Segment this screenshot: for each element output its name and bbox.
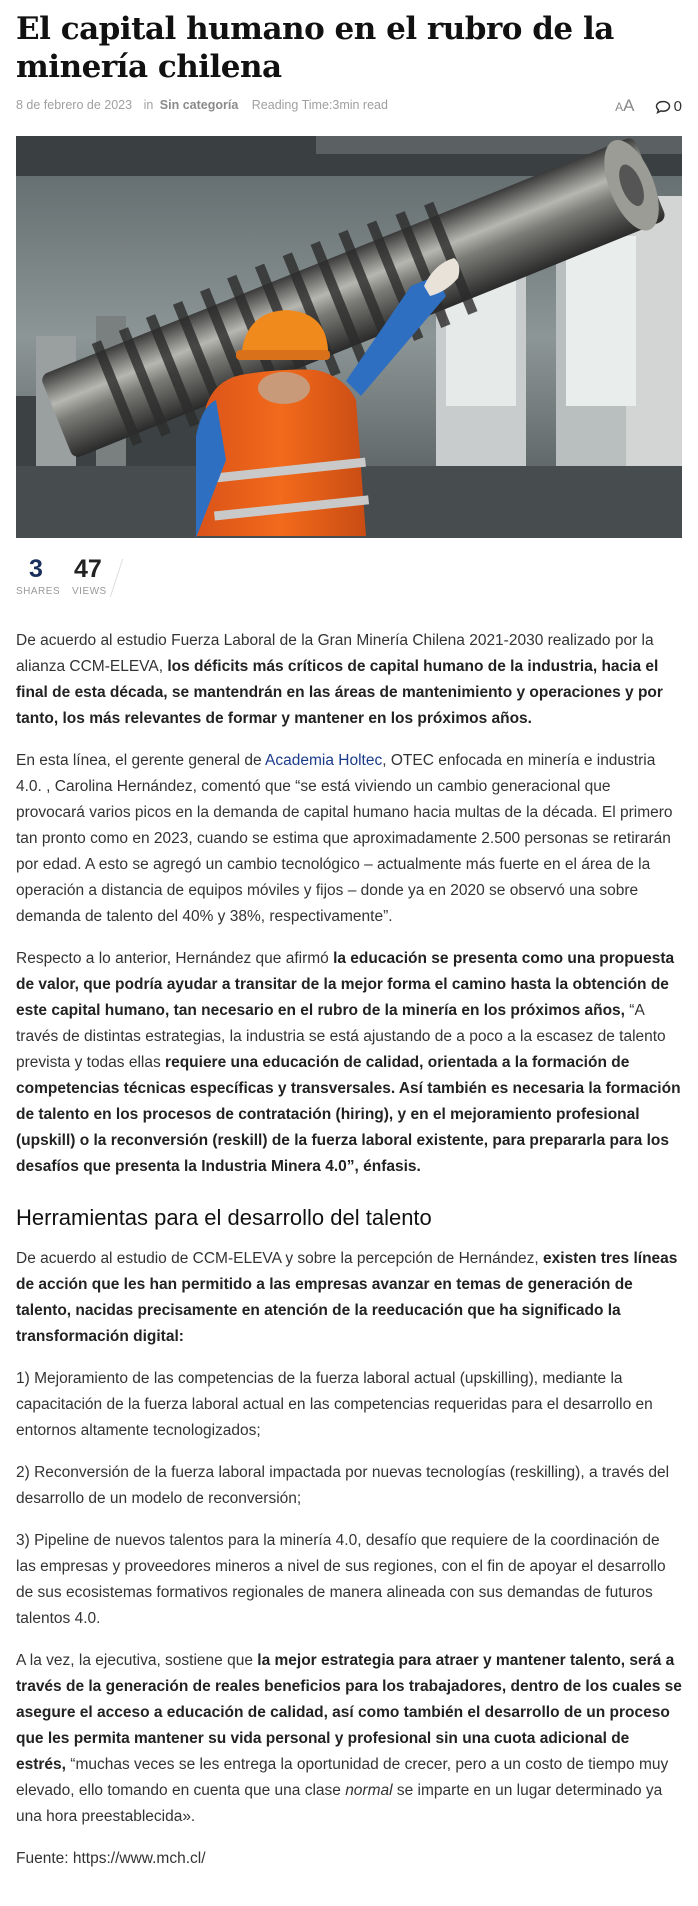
comment-icon: [655, 100, 671, 114]
italic-text: normal: [345, 1782, 393, 1799]
text: “A través de distintas estrategias, la industria se está ajustando de a poco a la escasez de talento prevista y todas ellas: [16, 1002, 666, 1071]
text: De acuerdo al estudio de CCM-ELEVA y sobre la percepción de Hernández,: [16, 1250, 544, 1267]
text: De acuerdo al estudio Fuerza Laboral de la Gran Minería Chilena 2021-2030 realizado por la alianza CCM-ELEVA,: [16, 632, 654, 675]
font-size-toggle[interactable]: [615, 96, 634, 116]
article-title: El capital humano en el rubro de la minería chilena: [16, 11, 614, 85]
category-prefix: in: [143, 98, 154, 112]
comments-link[interactable]: [655, 98, 682, 115]
list-item: 2) Reconversión de la fuerza laboral impactada por nuevas tecnologías (reskilling), a través del desarrollo de un modelo de reconversión;: [16, 1464, 670, 1507]
industrial-worker-image: [16, 136, 682, 538]
article-tools: [615, 96, 682, 116]
shares-count: 3: [29, 555, 43, 583]
source-line: Fuente: https://www.mch.cl/: [16, 1850, 206, 1867]
list-item: 3) Pipeline de nuevos talentos para la minería 4.0, desafío que requiere de la coordinación de las empresas y proveedores mineros a nivel de sus regiones, con el fin de apoyar el desarrollo de sus ecosistemas formativos regionales de manera alineada con sus demandas de futuros talentos 4.0.: [16, 1532, 666, 1627]
bold-text: los déficits más críticos de capital humano de la industria, hacia el final de esta década, se mantendrán en las áreas de mantenimiento y operaciones y por tanto, los más relevantes de formar y mantener en los próximos años.: [16, 658, 663, 727]
paragraph: [16, 628, 682, 732]
views-count: 47: [74, 555, 102, 583]
text: A la vez, la ejecutiva, sostiene que: [16, 1652, 258, 1669]
category-link[interactable]: Sin categoría: [159, 98, 239, 112]
views-label: VIEWS: [72, 586, 107, 597]
text: “muchas veces se les entrega la oportunidad de crecer, pero a un costo de tiempo muy elevado, ello tomando en cuenta que una clase: [16, 1756, 669, 1799]
bold-text: la educación se presenta como una propuesta de valor, que podría ayudar a transitar de la mejor forma el camino hasta la obtención de este capital humano, tan necesario en el rubro de la minería en los próximos años,: [16, 950, 675, 1019]
bold-text: . Así también es necesaria la formación de talento en los procesos de contratación (hiring), y en el mejoramiento profesional (upskill) o la reconversión (reskill) de la fuerza laboral existente, para prepararla para los desafíos que presenta la Industria Minera 4.0”, énfasis.: [16, 1080, 681, 1175]
featured-image: [16, 136, 682, 538]
comments-count: 0: [673, 98, 682, 115]
paragraph: [16, 1246, 682, 1350]
bold-text: la mejor estrategia para atraer y mantener talento, será a través de la generación de reales beneficios para los trabajadores, dentro de los cuales se asegure el acceso a educación de calidad, así como también el desarrollo de un proceso que les permita mantener su vida personal y profesional sin una cuota adicional de estrés,: [16, 1652, 682, 1773]
views-stat: [72, 556, 107, 597]
publish-date: 8 de febrero de 2023: [16, 98, 133, 112]
article-meta: [16, 98, 682, 122]
paragraph: [16, 748, 682, 930]
section-heading: Herramientas para el desarrollo del talento: [16, 1205, 432, 1230]
text: Respecto a lo anterior, Hernández que afirmó: [16, 950, 334, 967]
reading-time: Reading Time:3min read: [251, 98, 388, 112]
text: En esta línea, el gerente general de: [16, 752, 266, 769]
text: , OTEC enfocada en minería e industria 4.0. , Carolina Hernández, comentó que “se está viviendo un cambio generacional que provocará varios picos en la demanda de capital humano hacia multas de la década. El primero tan pronto como en 2023, cuando se estima que aproximadamente 2.500 personas se retirarán por edad. A esto se agregó un cambio tecnológico – actualmente más fuerte en el área de la operación a distancia de equipos móviles y fijos – donde ya en 2020 se observó una sobre demanda de talento del 40% y 38%, respectivamente”.: [16, 752, 673, 925]
stats-divider: [110, 559, 123, 597]
bold-text: requiere una educación de calidad, orientada a la formación de competencias técnicas específicas y transversales: [16, 1054, 630, 1097]
article-body: [16, 628, 682, 1872]
article: [16, 0, 682, 1888]
list-item: 1) Mejoramiento de las competencias de la fuerza laboral actual (upskilling), mediante la capacitación de la fuerza laboral actual en las competencias requeridas para el desarrollo en entornos altamente tecnologizados;: [16, 1370, 653, 1439]
text: se imparte en un lugar determinado ya una hora preestablecida».: [16, 1782, 663, 1825]
shares-stat: [16, 556, 60, 597]
share-stats: [16, 556, 682, 608]
academia-holtec-link[interactable]: Academia Holtec: [265, 752, 383, 769]
bold-text: existen tres líneas de acción que les han permitido a las empresas avanzar en temas de generación de talento, nacidas precisamente en atención de la reeducación que ha significado la transformación digital:: [16, 1250, 678, 1345]
font-size-big-icon: A: [623, 96, 635, 115]
paragraph: [16, 946, 682, 1180]
paragraph: [16, 1648, 682, 1830]
shares-label: SHARES: [16, 586, 61, 597]
font-size-small-icon: A: [615, 100, 624, 114]
